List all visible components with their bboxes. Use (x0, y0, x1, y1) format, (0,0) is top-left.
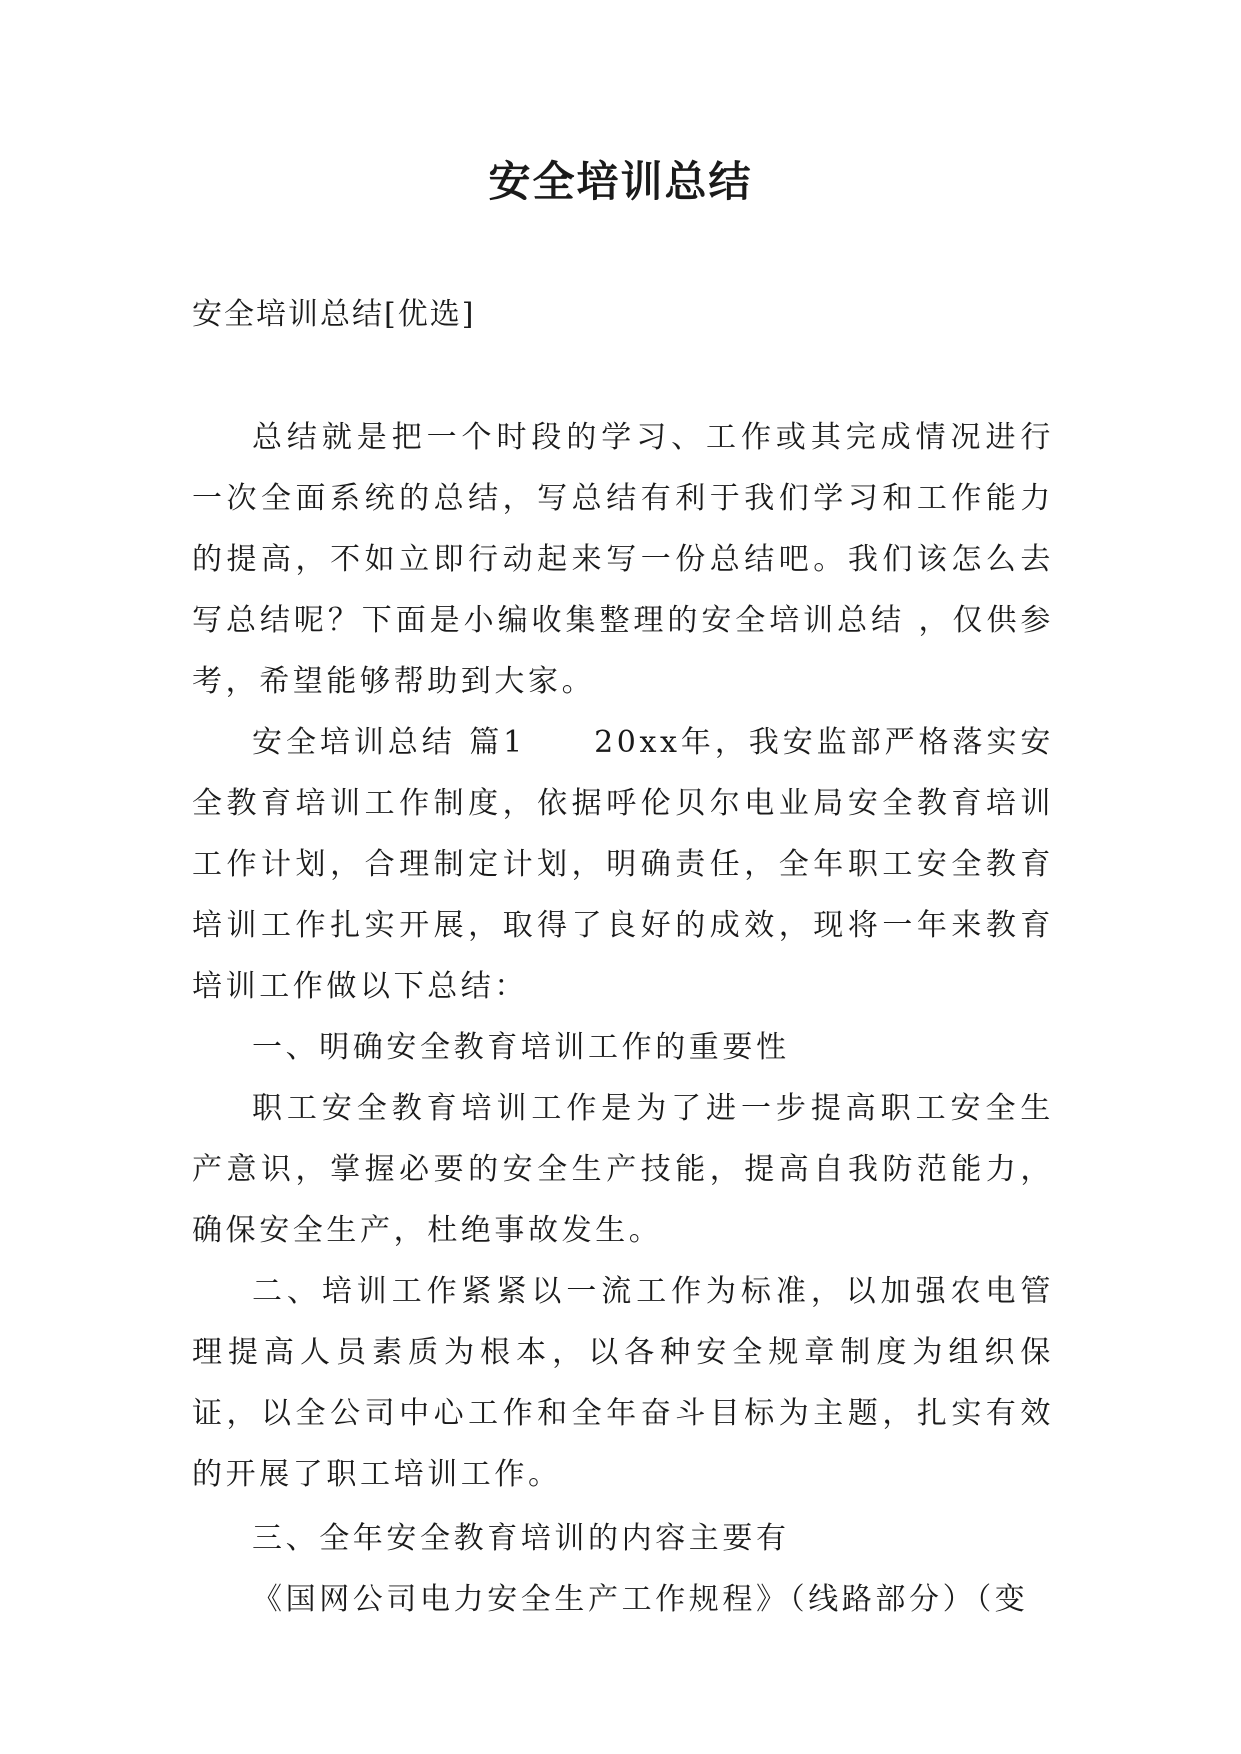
paragraph-heading-1: 一、明确安全教育培训工作的重要性 (252, 1030, 790, 1065)
paragraph-intro: 总结就是把一个时段的学习、工作或其完成情况进行一次全面系统的总结，写总结有利于我们学习和工作能力的提高，不如立即行动起来写一份总结吧。我们该怎么去写总结呢？下面是小编收集整理的安全培训总结 ，仅供参考，希望能够帮助到大家。 (192, 420, 1054, 699)
paragraph-content: 《国网公司电力安全生产工作规程》（线路部分）（变 (252, 1582, 1029, 1617)
paragraph-heading-2: 二、培训工作紧紧以一流工作为标准，以加强农电管理提高人员素质为根本，以各种安全规章制度为组织保证，以全公司中心工作和全年奋斗目标为主题，扎实有效的开展了职工培训工作。 (192, 1274, 1054, 1492)
paragraph-section-1: 安全培训总结 篇1 20xx年，我安监部严格落实安全教育培训工作制度，依据呼伦贝尔电业局安全教育培训工作计划，合理制定计划，明确责任，全年职工安全教育培训工作扎实开展，取得了良好的成效，现将一年来教育培训工作做以下总结： (192, 725, 1054, 1004)
paragraph-importance: 职工安全教育培训工作是为了进一步提高职工安全生产意识，掌握必要的安全生产技能，提高自我防范能力，确保安全生产，杜绝事故发生。 (192, 1091, 1054, 1248)
document-subtitle: 安全培训总结[优选] (192, 297, 476, 332)
paragraph-heading-3: 三、全年安全教育培训的内容主要有 (252, 1521, 790, 1556)
document-body (192, 407, 1054, 1630)
document-title: 安全培训总结 (488, 157, 753, 206)
